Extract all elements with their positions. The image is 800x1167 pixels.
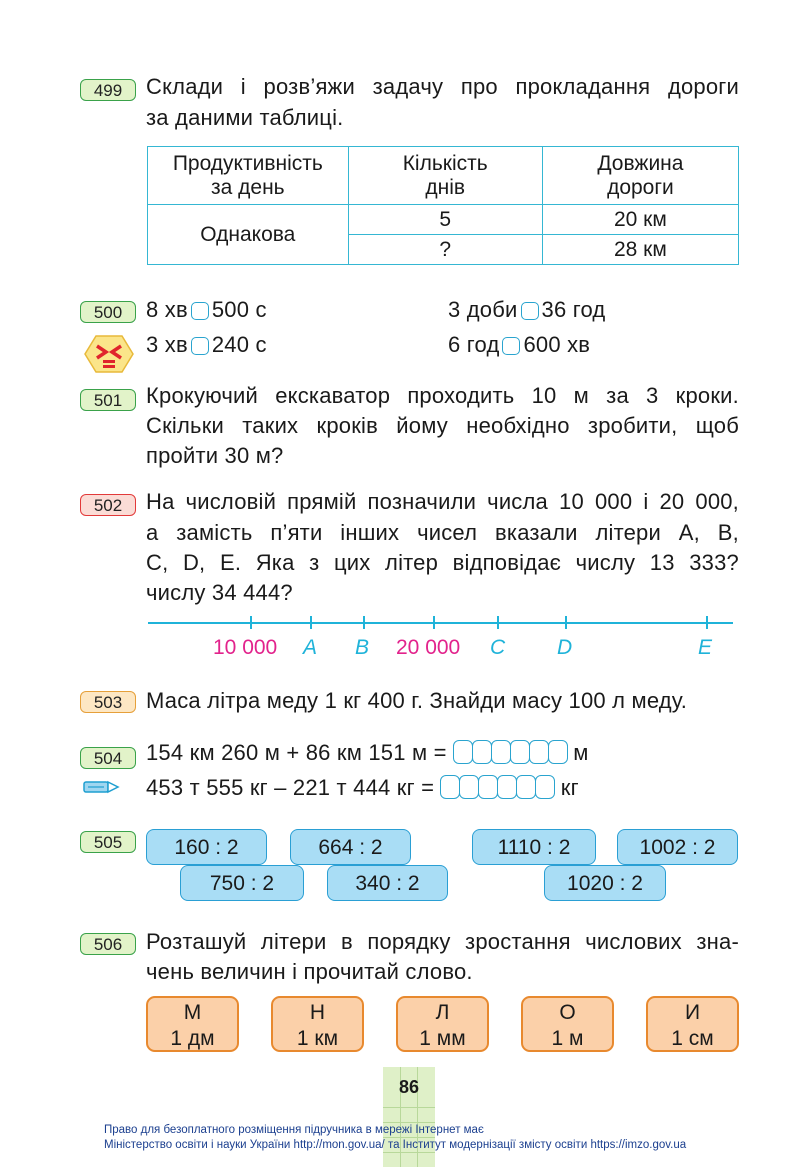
table-cell-length-2: 28 км	[542, 235, 738, 265]
letter-card: О 1 м	[521, 996, 614, 1052]
ex503-text: Маса літра меду 1 кг 400 г. Знайди масу 100 л меду.	[146, 688, 688, 713]
ex504-expression-2: 453 т 555 кг – 221 т 444 кг = кг	[146, 772, 579, 807]
division-pill: 160 : 2	[146, 829, 267, 865]
tick-D	[565, 616, 567, 629]
compare-row-2-right: 6 год 600 хв	[448, 332, 591, 357]
ex501-text-line2: Скільки таких кроків йому необхідно зробити, щоб	[146, 413, 739, 438]
exercise-number-504: 504	[80, 747, 136, 769]
table-cell-days-1: 5	[348, 205, 542, 235]
table-header-days: Кількість днів	[348, 147, 542, 205]
exercise-number-502: 502	[80, 494, 136, 516]
label-10000: 10 000	[213, 636, 278, 659]
tick-E	[706, 616, 708, 629]
tick-20000	[433, 616, 435, 629]
table-header-length: Довжина дороги	[542, 147, 738, 205]
ex499-text-line1: Склади і розв’яжи задачу про прокладання дороги	[146, 74, 739, 99]
compare-row-2-left: 3 хв 240 с	[146, 332, 267, 357]
label-A: A	[303, 636, 318, 659]
compare-box[interactable]	[521, 302, 539, 320]
answer-cells-2[interactable]	[440, 775, 554, 807]
compare-box[interactable]	[191, 302, 209, 320]
table-cell-productivity: Однакова	[148, 205, 349, 265]
number-line	[148, 622, 733, 624]
label-E: E	[698, 636, 713, 659]
exercise-number-499: 499	[80, 79, 136, 101]
letter-card: Л 1 мм	[396, 996, 489, 1052]
division-pill: 750 : 2	[180, 865, 304, 901]
ex501-text-line3: пройти 30 м?	[146, 443, 284, 468]
footer-line-2: Міністерство освіти і науки України http://mon.gov.ua/ та Інститут модернізації змісту освіти https://imzo.gov.ua	[104, 1139, 687, 1151]
exercise-number-506: 506	[80, 933, 136, 955]
tick-A	[310, 616, 312, 629]
ex502-text-line3: C, D, E. Яка з цих літер відповідає числу 13 333?	[146, 550, 739, 575]
tick-C	[497, 616, 499, 629]
label-C: C	[490, 636, 506, 659]
ex504-expression-1: 154 км 260 м + 86 км 151 м = м	[146, 737, 589, 772]
exercise-number-505: 505	[80, 831, 136, 853]
table-cell-days-2: ?	[348, 235, 542, 265]
ex501-text-line1: Крокуючий екскаватор проходить 10 м за 3 кроки.	[146, 383, 739, 408]
ex499-text-line2: за даними таблиці.	[146, 105, 344, 130]
table-header-productivity: Продуктивність за день	[148, 147, 349, 205]
exercise-number-503: 503	[80, 691, 136, 713]
compare-row-1-left: 8 хв 500 с	[146, 297, 267, 322]
table-cell-length-1: 20 км	[542, 205, 738, 235]
ex506-text-line2: чень величин і прочитай слово.	[146, 959, 473, 984]
pencil-icon	[82, 778, 120, 796]
label-D: D	[557, 636, 573, 659]
compare-box[interactable]	[191, 337, 209, 355]
division-pill: 1110 : 2	[472, 829, 596, 865]
tick-10000	[250, 616, 252, 629]
tick-B	[363, 616, 365, 629]
road-data-table	[147, 146, 739, 265]
ex502-text-line1: На числовій прямій позначили числа 10 000 і 20 000,	[146, 489, 739, 514]
division-pill: 1020 : 2	[544, 865, 666, 901]
label-20000: 20 000	[396, 636, 461, 659]
division-pill: 340 : 2	[327, 865, 448, 901]
letter-card: М 1 дм	[146, 996, 239, 1052]
exercise-number-500: 500	[80, 301, 136, 323]
ex506-text-line1: Розташуй літери в порядку зростання числових зна-	[146, 929, 739, 954]
ex502-text-line4: числу 34 444?	[146, 580, 293, 605]
division-pill: 664 : 2	[290, 829, 411, 865]
label-B: B	[355, 636, 370, 659]
ex502-text-line2: а замість п’яти інших чисел вказали літери A, B,	[146, 520, 739, 545]
division-pill: 1002 : 2	[617, 829, 738, 865]
exercise-number-501: 501	[80, 389, 136, 411]
compare-row-1-right: 3 доби 36 год	[448, 297, 606, 322]
compare-signs-icon	[84, 334, 134, 374]
compare-box[interactable]	[502, 337, 520, 355]
letter-card: Н 1 км	[271, 996, 364, 1052]
answer-cells-1[interactable]	[453, 740, 567, 772]
footer-line-1: Право для безоплатного розміщення підручника в мережі Інтернет має	[104, 1124, 484, 1136]
letter-card: И 1 см	[646, 996, 739, 1052]
page-number: 86	[398, 1077, 420, 1097]
